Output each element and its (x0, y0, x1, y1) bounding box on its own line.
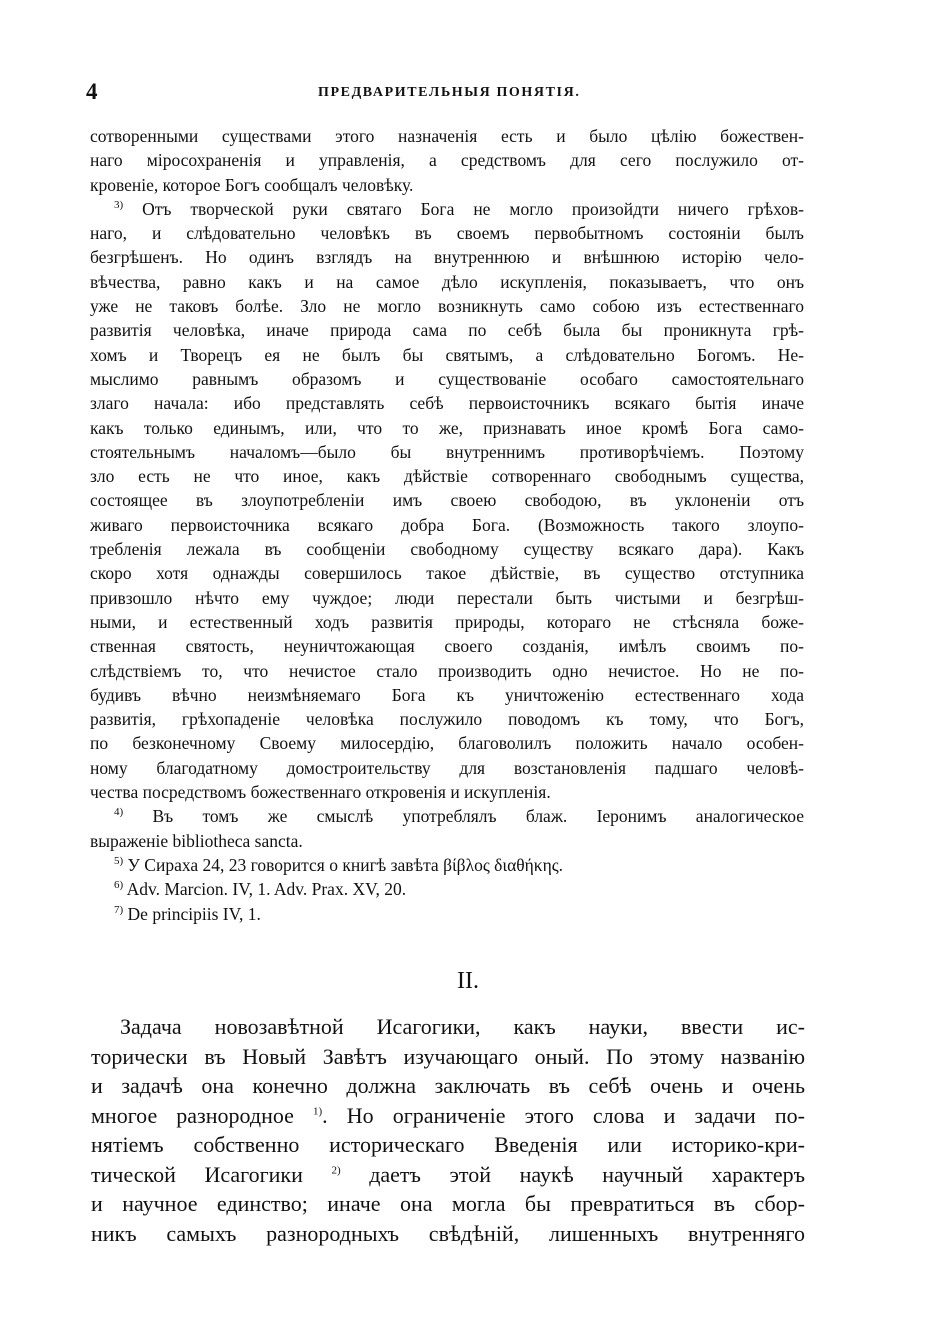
footnote-marker: 5) (114, 855, 124, 868)
footnote-marker: 3) (114, 199, 124, 212)
footnote-5: $^{5)}$ У Сираха 24, 23 говорится о книгѣ завѣта βίβλος διαθήκης. (114, 854, 564, 875)
footnote-3-line: по безконечному Своему милосердію, благоволилъ положить начало особен- (90, 733, 804, 754)
footnote-marker: 6) (114, 879, 124, 892)
footnote-3-line: вѣчества, равно какъ и на самое дѣло искупленія, показываетъ, что онъ (90, 271, 804, 292)
footnote-reference: 2) (331, 1164, 341, 1177)
footnote-3-line: мыслимо равнымъ образомъ и существованіе особаго самостоятельнаго (90, 368, 804, 389)
paragraph-line: нятіемъ собственно историческаго Введенія или историко-кри- (91, 1132, 805, 1157)
paragraph-line: никъ самыхъ разнородныхъ свѣдѣній, лишенныхъ внутренняго (91, 1220, 805, 1246)
paragraph-line: торически въ Новый Завѣтъ изучающаго оный. По этому названію (91, 1043, 805, 1069)
footnote-3-line: ному благодатному домостроительству для возстановленія падшаго человѣ- (90, 757, 804, 778)
footnote-3-line: $^{3)}$ Отъ творческой руки святаго Бога не могло произойдти ничего грѣхов- (114, 198, 804, 219)
footnote-3-line: будивъ вѣчно неизмѣняемаго Бога къ уничтоженію естественнаго хода (90, 684, 804, 705)
footnotes-block (90, 124, 804, 926)
footnote-marker: 7) (114, 903, 124, 916)
footnote-3-line: привзошло нѣчто ему чуждое; люди перестали быть чистыми и безгрѣш- (90, 587, 804, 608)
footnote-marker: 4) (114, 806, 124, 819)
paragraph-line: Задача новозавѣтной Исагогики, какъ науки, ввести ис- (120, 1014, 805, 1039)
note-continuation-line: кровеніе, которое Богъ сообщалъ человѣку. (90, 174, 414, 195)
footnote-7: $^{7)}$ De principiis IV, 1. (114, 903, 261, 924)
footnote-3-line: развитія человѣка, иначе природа сама по себѣ была бы проникнута грѣ- (90, 320, 804, 341)
section-heading: II. (457, 968, 479, 994)
footnote-3-line: слѣдствіемъ то, что нечистое стало производить одно нечистое. Но не по- (90, 660, 804, 681)
footnote-3-line: зло есть не что иное, какъ дѣйствіе сотвореннаго свободнымъ существа, (90, 466, 804, 487)
note-continuation-line: наго міросохраненія и управленія, а средствомъ для сего послужило от- (90, 150, 804, 171)
paragraph-line: многое разнородное $^{1)}$. Но ограниченіе этого слова и задачи по- (91, 1102, 805, 1128)
footnote-reference: 1) (312, 1105, 323, 1118)
main-paragraph (91, 1012, 805, 1248)
paragraph-line: тической Исагогики $^{2)}$ даетъ этой наукѣ научный характеръ (91, 1161, 805, 1187)
footnote-3-line: живаго первоисточника всякаго добра Бога. (Возможность такого злоупо- (90, 514, 804, 535)
footnote-3-line: хомъ и Творецъ ея не былъ бы святымъ, а слѣдовательно Богомъ. Не- (90, 344, 804, 365)
footnote-3-line: уже не таковъ болѣе. Зло не могло возникнуть само собою изъ естественнаго (90, 296, 804, 317)
footnote-3-line: стоятельнымъ началомъ—было бы внутреннимъ противорѣчіемъ. Поэтому (90, 441, 804, 462)
footnote-3-line: развитія, грѣхопаденіе человѣка послужило поводомъ къ тому, что Богъ, (90, 709, 804, 730)
footnote-4-line: $^{4)}$ Въ томъ же смыслѣ употреблялъ блаж. Іеронимъ аналогическое (114, 806, 804, 827)
footnote-6: $^{6)}$ Adv. Marcion. IV, 1. Adv. Prax. XV, 20. (114, 879, 407, 900)
footnote-3-line: ственная святость, неуничтожающая своего созданія, имѣлъ своимъ по- (90, 636, 804, 657)
footnote-3-line: чества посредствомъ божественнаго откровенія и искупленія. (90, 782, 551, 803)
footnote-3-line: какъ только единымъ, или, что то же, признавать иное кромѣ Бога само- (90, 417, 804, 438)
footnote-3-line: злаго начала: ибо представлять себѣ первоисточникъ всякаго бытія иначе (90, 393, 804, 414)
page-number: 4 (86, 79, 98, 104)
footnote-4-line: выраженіе bibliotheca sancta. (90, 830, 303, 851)
footnote-3-line: безгрѣшенъ. Но одинъ взглядъ на внутреннюю и внѣшнюю исторію чело- (90, 247, 804, 268)
footnote-3-line: состоящее въ злоупотребленіи имъ своею свободою, въ уклоненіи отъ (90, 490, 804, 511)
footnote-3-line: наго, и слѣдовательно человѣкъ въ своемъ первобытномъ состояніи былъ (90, 223, 804, 244)
note-continuation-line: сотворенными существами этого назначенія есть и было цѣлію божествен- (90, 126, 804, 146)
running-title: ПРЕДВАРИТЕЛЬНЫЯ ПОНЯТІЯ. (318, 85, 581, 100)
footnote-3-line: требленія лежала въ сообщеніи свободному существу всякаго дара). Какъ (90, 539, 804, 560)
paragraph-line: и задачѣ она конечно должна заключать въ себѣ очень и очень (91, 1073, 805, 1098)
paragraph-line: и научное единство; иначе она могла бы превратиться въ сбор- (91, 1191, 805, 1216)
footnote-3-line: скоро хотя однажды совершилось такое дѣйствіе, въ существо отступника (90, 563, 804, 584)
footnote-3-line: ными, и естественный ходъ развитія природы, котораго не стѣсняла боже- (90, 611, 804, 632)
